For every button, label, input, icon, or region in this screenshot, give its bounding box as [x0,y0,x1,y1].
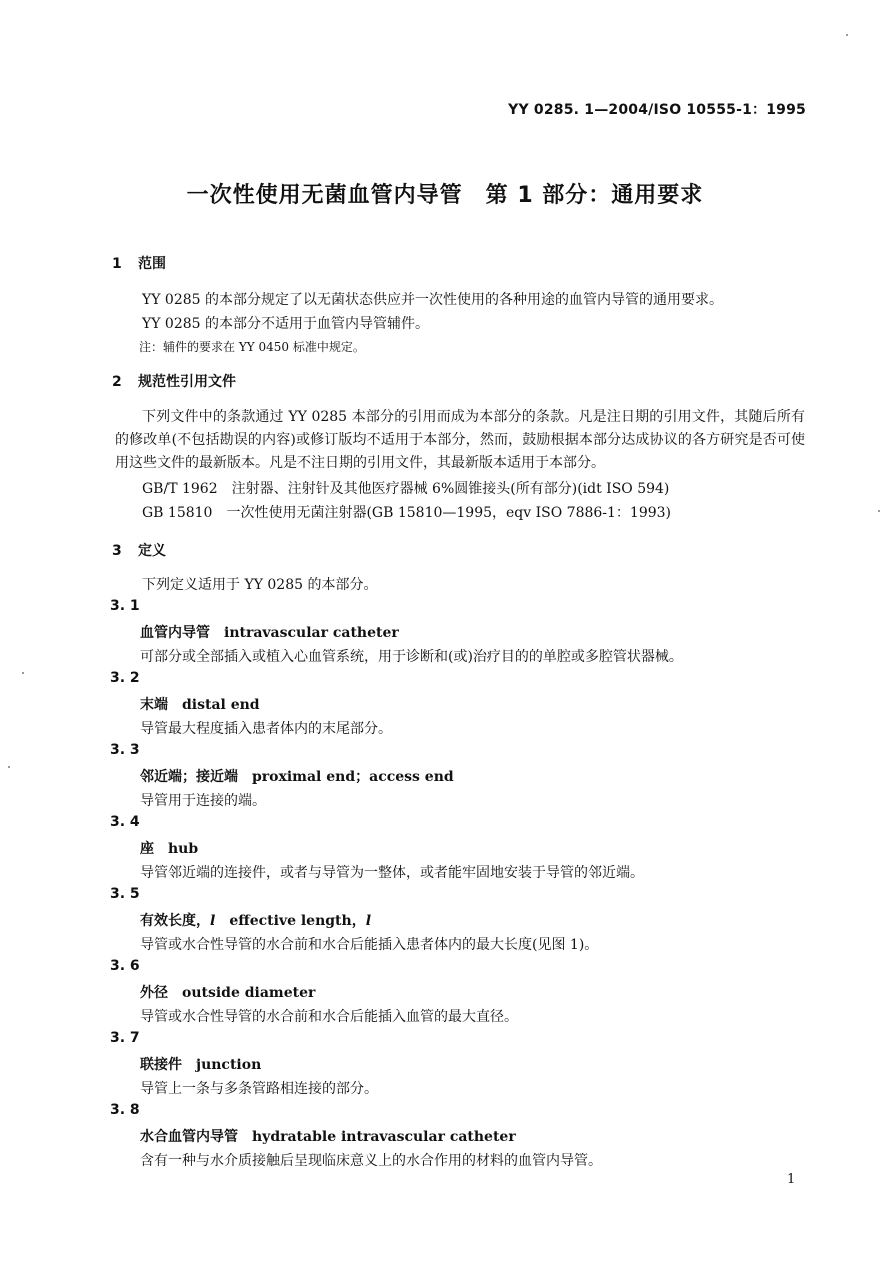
definition-term [140,838,198,858]
definition-term [140,622,399,642]
definition-text: 导管或水合性导管的水合前和水合后能插入患者体内的最大长度(见图 1)。 [140,937,599,953]
definition-text: 含有一种与水介质接触后呈现临床意义上的水合作用的材料的血管内导管。 [140,1153,602,1169]
term-zh: 座 [140,841,154,857]
scan-speck [8,766,10,768]
term-zh: 有效长度， [140,913,210,929]
term-en: distal end [182,697,260,713]
section-1-paragraph-1: YY 0285 的本部分规定了以无菌状态供应并一次性使用的各种用途的血管内导管的通用要求。 [142,292,724,308]
term-en: effective length， [229,913,366,929]
normative-reference-2: GB 15810 一次性使用无菌注射器(GB 15810—1995，eqv ISO 7886-1：1993) [142,505,672,521]
term-en: hub [168,841,199,857]
section-1-paragraph-2: YY 0285 的本部分不适用于血管内导管辅件。 [142,316,430,332]
clause-number: 3. 7 [110,1030,140,1046]
clause-number: 3. 8 [110,1102,140,1118]
clause-number: 3. 3 [110,742,140,758]
definition-term [140,910,371,930]
definition-term [140,982,315,1002]
section-title: 规范性引用文件 [138,374,236,390]
section-2-heading [112,371,236,391]
section-number: 3 [112,543,122,559]
definition-term [140,766,454,786]
term-en-symbol: l [365,913,372,929]
document-number: YY 0285. 1—2004/ISO 10555-1：1995 [508,102,806,118]
term-en: hydratable intravascular catheter [252,1129,516,1145]
section-title: 范围 [138,256,166,272]
document-title: 一次性使用无菌血管内导管 第 1 部分：通用要求 [186,183,704,208]
definition-term [140,1126,516,1146]
scan-speck [22,672,24,674]
term-symbol: l [210,913,216,929]
term-en: proximal end；access end [252,769,454,785]
definition-term [140,1054,261,1074]
term-zh: 血管内导管 [140,625,210,641]
section-2-paragraph: 下列文件中的条款通过 YY 0285 本部分的引用而成为本部分的条款。凡是注日期的引用文件，其随后所有的修改单(不包括勘误的内容)或修订版均不适用于本部分，然而，鼓励根据本部分达成协议的各方研究是否可使用这些文件的最新版本。凡是不注日期的引用文件，其最新版本适用于本部分。 [115,409,805,471]
definition-text: 可部分或全部插入或植入心血管系统，用于诊断和(或)治疗目的的单腔或多腔管状器械。 [140,649,683,665]
term-zh: 邻近端；接近端 [140,769,238,785]
scan-speck [878,510,880,512]
definition-term [140,694,260,714]
clause-number: 3. 1 [110,598,140,614]
section-number: 1 [112,256,122,272]
definition-text: 导管上一条与多条管路相连接的部分。 [140,1081,378,1097]
definition-text: 导管最大程度插入患者体内的末尾部分。 [140,721,392,737]
term-en: intravascular catheter [224,625,399,641]
section-title: 定义 [138,543,166,559]
page-number: 1 [787,1172,796,1187]
term-en: junction [196,1057,262,1073]
scan-speck [846,34,848,36]
clause-number: 3. 2 [110,670,140,686]
definition-text: 导管用于连接的端。 [140,793,266,809]
section-1-note: 注：辅件的要求在 YY 0450 标准中规定。 [139,340,365,354]
section-1-heading [112,253,166,273]
section-3-heading [112,540,166,560]
clause-number: 3. 4 [110,814,140,830]
term-zh: 外径 [140,985,168,1001]
term-en: outside diameter [182,985,316,1001]
definition-text: 导管邻近端的连接件，或者与导管为一整体，或者能牢固地安装于导管的邻近端。 [140,865,644,881]
clause-number: 3. 6 [110,958,140,974]
definition-text: 导管或水合性导管的水合前和水合后能插入血管的最大直径。 [140,1009,518,1025]
section-number: 2 [112,374,122,390]
normative-reference-1: GB/T 1962 注射器、注射针及其他医疗器械 6%圆锥接头(所有部分)(idt ISO 594) [142,481,670,497]
section-3-intro: 下列定义适用于 YY 0285 的本部分。 [142,577,378,593]
term-zh: 联接件 [140,1057,182,1073]
term-zh: 水合血管内导管 [140,1129,238,1145]
clause-number: 3. 5 [110,886,140,902]
term-zh: 末端 [140,697,168,713]
